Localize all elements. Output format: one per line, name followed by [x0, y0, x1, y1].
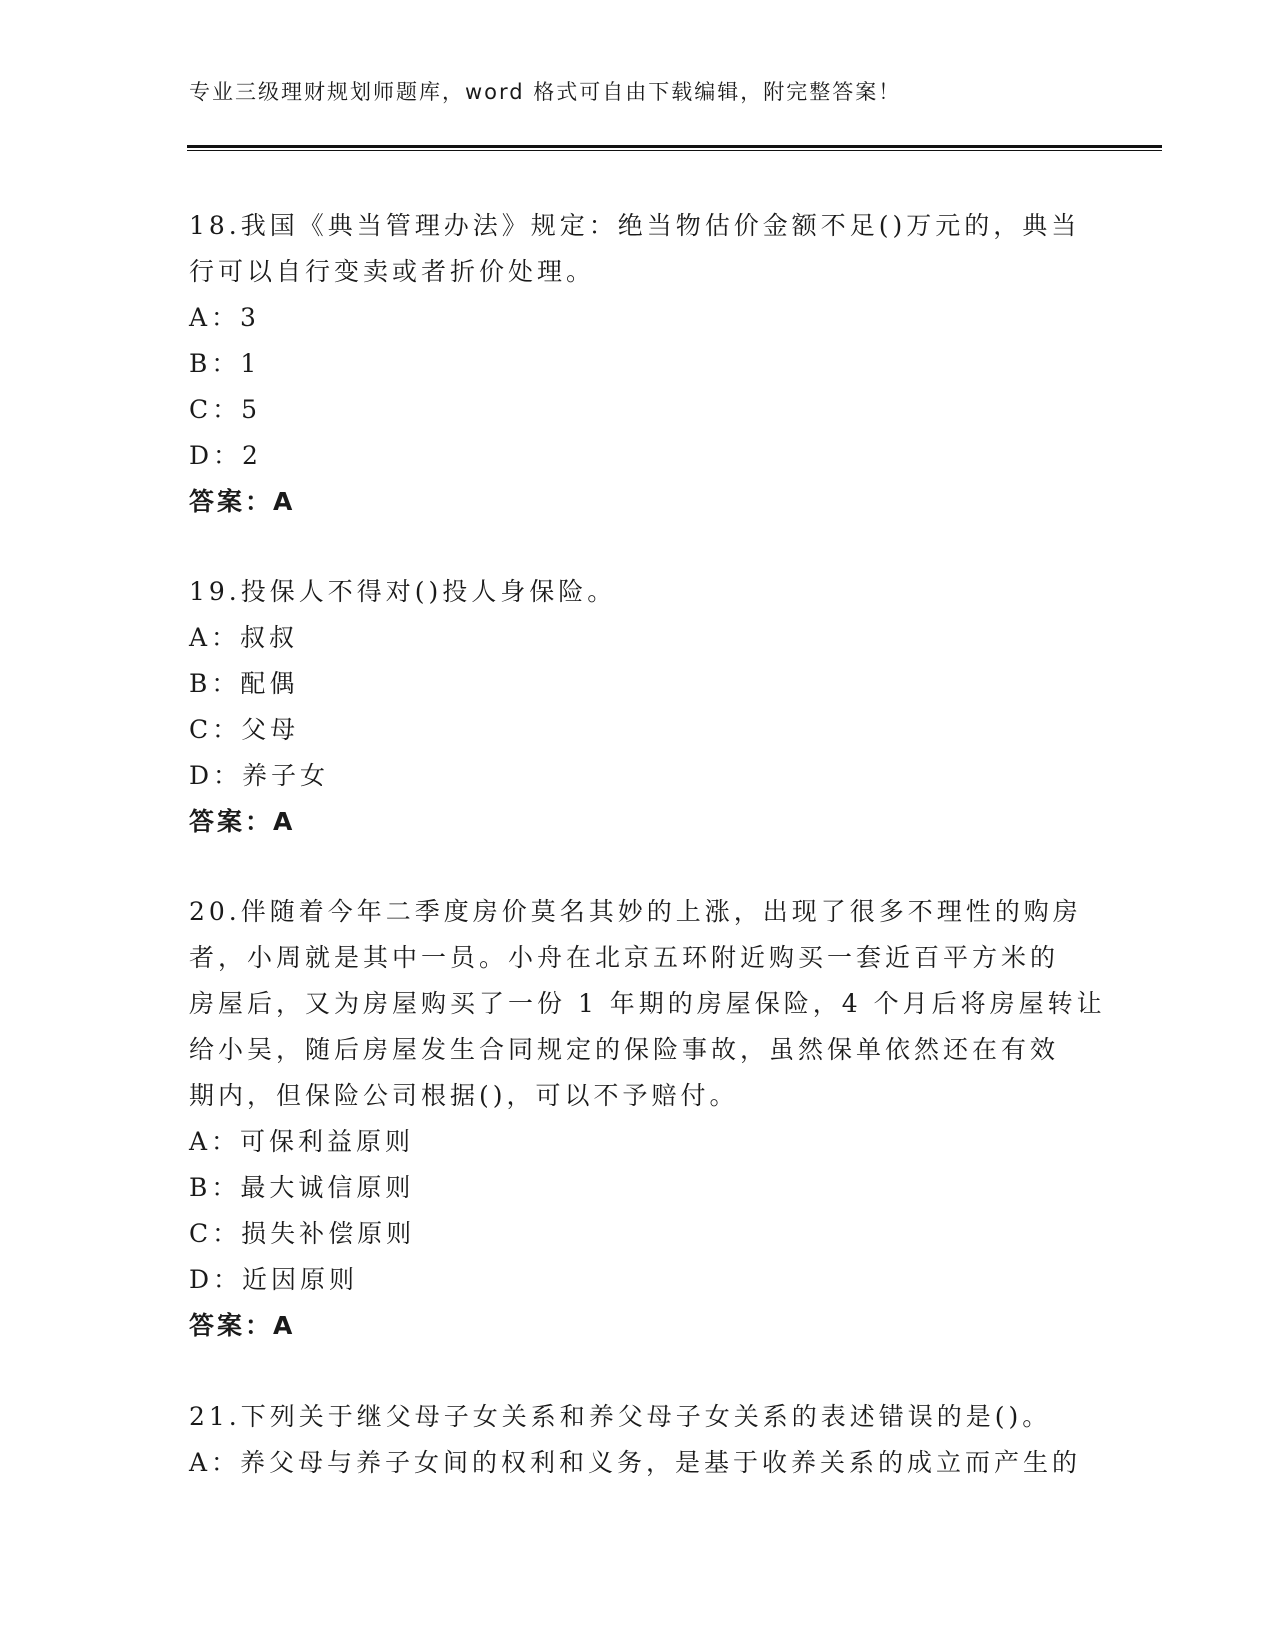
question-18 — [189, 203, 1089, 525]
question-19 — [189, 569, 1089, 845]
answer: 答案：A — [189, 807, 296, 836]
page-header: 专业三级理财规划师题库，word 格式可自由下载编辑，附完整答案！ — [189, 80, 902, 104]
question-20 — [189, 889, 1106, 1349]
question-text: 期内，但保险公司根据()，可以不予赔付。 — [189, 1081, 739, 1110]
option-d: D：2 — [189, 441, 262, 470]
option-a: A：叔叔 — [189, 623, 299, 652]
question-text: 房屋后，又为房屋购买了一份 1 年期的房屋保险，4 个月后将房屋转让 — [189, 989, 1106, 1018]
question-text: 者，小周就是其中一员。小舟在北京五环附近购买一套近百平方米的 — [189, 943, 1060, 972]
option-b: B：1 — [189, 349, 261, 378]
question-text: 21.下列关于继父母子女关系和养父母子女关系的表述错误的是()。 — [189, 1402, 1052, 1431]
question-text: 20.伴随着今年二季度房价莫名其妙的上涨，出现了很多不理性的购房 — [189, 897, 1082, 926]
option-d: D：养子女 — [189, 761, 330, 790]
option-c: C：5 — [189, 395, 262, 424]
question-text: 行可以自行变卖或者折价处理。 — [189, 257, 596, 286]
option-a: A：3 — [189, 303, 260, 332]
option-a: A：可保利益原则 — [189, 1127, 415, 1156]
option-d: D：近因原则 — [189, 1265, 359, 1294]
option-b: B：最大诚信原则 — [189, 1173, 415, 1202]
header-rule — [187, 145, 1162, 151]
question-text: 给小吴，随后房屋发生合同规定的保险事故，虽然保单依然还在有效 — [189, 1035, 1060, 1064]
option-c: C：损失补偿原则 — [189, 1219, 416, 1248]
option-c: C：父母 — [189, 715, 300, 744]
question-text: 18.我国《典当管理办法》规定：绝当物估价金额不足()万元的，典当 — [189, 211, 1081, 240]
question-text: 19.投保人不得对()投人身保险。 — [189, 577, 617, 606]
answer: 答案：A — [189, 1311, 296, 1340]
option-b: B：配偶 — [189, 669, 299, 698]
question-21 — [189, 1394, 1089, 1486]
option-a: A：养父母与养子女间的权利和义务，是基于收养关系的成立而产生的 — [189, 1448, 1082, 1477]
answer: 答案：A — [189, 487, 296, 516]
